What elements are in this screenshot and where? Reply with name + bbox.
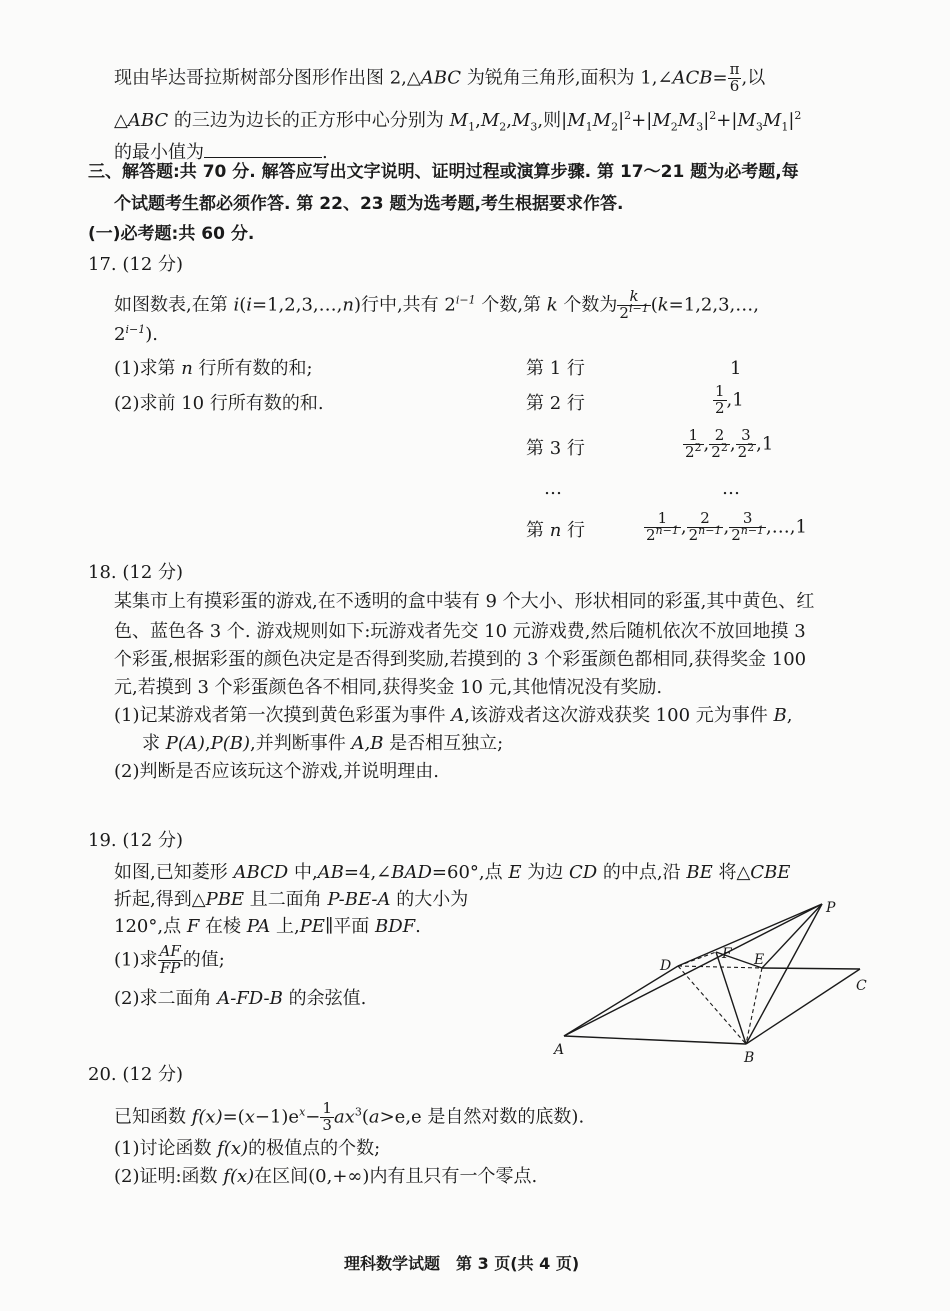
edge-AP <box>564 904 822 1036</box>
table-row-1-values: 1 <box>730 358 742 379</box>
section3-instructions-2: 个试题考生都必须作答. 第 22、23 题为选考题,考生根据要求作答. <box>114 194 624 214</box>
q20-part-1: (1)讨论函数 f(x)的极值点的个数; <box>114 1138 381 1159</box>
edge-PB <box>746 904 822 1044</box>
table-row-label-ellipsis: … <box>544 478 562 499</box>
label-B: B <box>744 1050 755 1066</box>
q19-line-2: 折起,得到△PBE 且二面角 P-BE-A 的大小为 <box>114 889 469 910</box>
label-D: D <box>660 958 672 974</box>
edge-EB <box>746 968 762 1044</box>
table-row-label-3: 第 3 行 <box>526 438 585 459</box>
q18-part-1: (1)记某游戏者第一次摸到黄色彩蛋为事件 A,该游戏者这次游戏获奖 100 元为事件 B, <box>114 705 793 726</box>
edge-FB <box>716 952 746 1044</box>
k-over-power-fraction: $\frac{k}{2^{i-1}}$ <box>619 287 649 322</box>
edge-EC <box>762 968 860 969</box>
q18-part-2: (2)判断是否应该玩这个游戏,并说明理由. <box>114 761 439 782</box>
label-C: C <box>856 978 867 994</box>
page-footer: 理科数学试题 第 3 页(共 4 页) <box>344 1254 580 1273</box>
edge-DP <box>678 904 822 966</box>
table-row-ellipsis-values: … <box>722 478 740 499</box>
one-third-fraction: $\frac{1}{3}$ <box>322 1099 332 1134</box>
q18-line-2: 色、蓝色各 3 个. 游戏规则如下:玩游戏者先交 10 元游戏费,然后随机依次不放回地摸 3 <box>114 621 806 642</box>
label-A: A <box>554 1042 565 1058</box>
q17-statement: 如图数表,在第 i(i=1,2,3,…,n)行中,共有 $2^{i-1}$ 个数,第 k 个数为 $\frac{k}{2^{i-1}}$ (k=1,2,3,…, <box>114 287 759 322</box>
continued-line-2: △ABC 的三边为边长的正方形中心分别为 $M_1,M_2,M_3$,则$|M_1M_2|^2+|M_2M_3|^2+|M_3M_1|^2$ <box>114 109 802 134</box>
q20-part-2: (2)证明:函数 f(x)在区间(0,+∞)内有且只有一个零点. <box>114 1166 538 1187</box>
label-P: P <box>826 900 836 916</box>
label-F: F <box>722 946 732 962</box>
folded-rhombus-figure <box>550 888 890 1068</box>
pi-over-six-fraction: $\frac{\pi}{6}$ <box>729 60 740 95</box>
continued-line-1: 现由毕达哥拉斯树部分图形作出图 2,△ABC 为锐角三角形,面积为 1,∠ACB= $\frac{\pi}{6}$ ,以 <box>114 60 766 95</box>
q20-header: 20. (12 分) <box>88 1064 184 1085</box>
edge-BC <box>746 969 860 1044</box>
q17-part-1: (1)求第 n 行所有数的和; <box>114 358 313 379</box>
table-row-label-n: 第 n 行 <box>526 520 586 541</box>
table-row-2-values: $\frac{1}{2}$ ,1 <box>715 382 744 417</box>
table-row-n-values: $\frac{1}{2^{n-1}}$ , $\frac{2}{2^{n-1}}$ , $\frac{3}{2^{n-1}}$ ,…,1 <box>646 509 807 544</box>
table-row-3-values: $\frac{1}{2^2}$ , $\frac{2}{2^2}$ , $\frac{3}{2^2}$ ,1 <box>685 426 774 461</box>
q20-statement: 已知函数 $f(x)=(x-1)e^x-$ $\frac{1}{3}$ $ax^3(a>e,e$ 是自然对数的底数). <box>114 1099 585 1134</box>
edge-DB <box>678 966 746 1044</box>
section3-subheading: (一)必考题:共 60 分. <box>88 224 255 244</box>
q17-part-2: (2)求前 10 行所有数的和. <box>114 393 324 414</box>
table-row-label-2: 第 2 行 <box>526 393 585 414</box>
q18-line-1: 某集市上有摸彩蛋的游戏,在不透明的盒中装有 9 个大小、形状相同的彩蛋,其中黄色、红 <box>114 591 815 612</box>
edge-AD <box>564 966 678 1036</box>
continued-line-3: 的最小值为 . <box>114 142 328 163</box>
q17-statement-cont: $2^{i-1}$). <box>114 323 158 345</box>
q19-part-2: (2)求二面角 A-FD-B 的余弦值. <box>114 988 367 1009</box>
q18-header: 18. (12 分) <box>88 562 184 583</box>
table-row-label-1: 第 1 行 <box>526 358 585 379</box>
q18-part-1-cont: 求 P(A),P(B),并判断事件 A,B 是否相互独立; <box>142 733 504 754</box>
q17-header: 17. (12 分) <box>88 254 184 275</box>
answer-blank[interactable] <box>204 141 322 158</box>
q19-line-3: 120°,点 F 在棱 PA 上,PE∥平面 BDF. <box>114 916 421 937</box>
edge-AB <box>564 1036 746 1044</box>
q19-header: 19. (12 分) <box>88 830 184 851</box>
q19-line-1: 如图,已知菱形 ABCD 中,AB=4,∠BAD=60°,点 E 为边 CD 的中点,沿 BE 将△CBE <box>114 862 791 883</box>
section3-instructions-1: 三、解答题:共 70 分. 解答应写出文字说明、证明过程或演算步骤. 第 17～21 题为必考题,每 <box>88 162 799 182</box>
label-E: E <box>754 952 765 968</box>
af-over-fp-fraction: $\frac{AF}{FP}$ <box>159 942 181 977</box>
q18-line-3: 个彩蛋,根据彩蛋的颜色决定是否得到奖励,若摸到的 3 个彩蛋颜色都相同,获得奖金 100 <box>114 649 807 670</box>
q18-line-4: 元,若摸到 3 个彩蛋颜色各不相同,获得奖金 10 元,其他情况没有奖励. <box>114 677 663 698</box>
q19-part-1: (1)求 $\frac{AF}{FP}$ 的值; <box>114 942 225 977</box>
